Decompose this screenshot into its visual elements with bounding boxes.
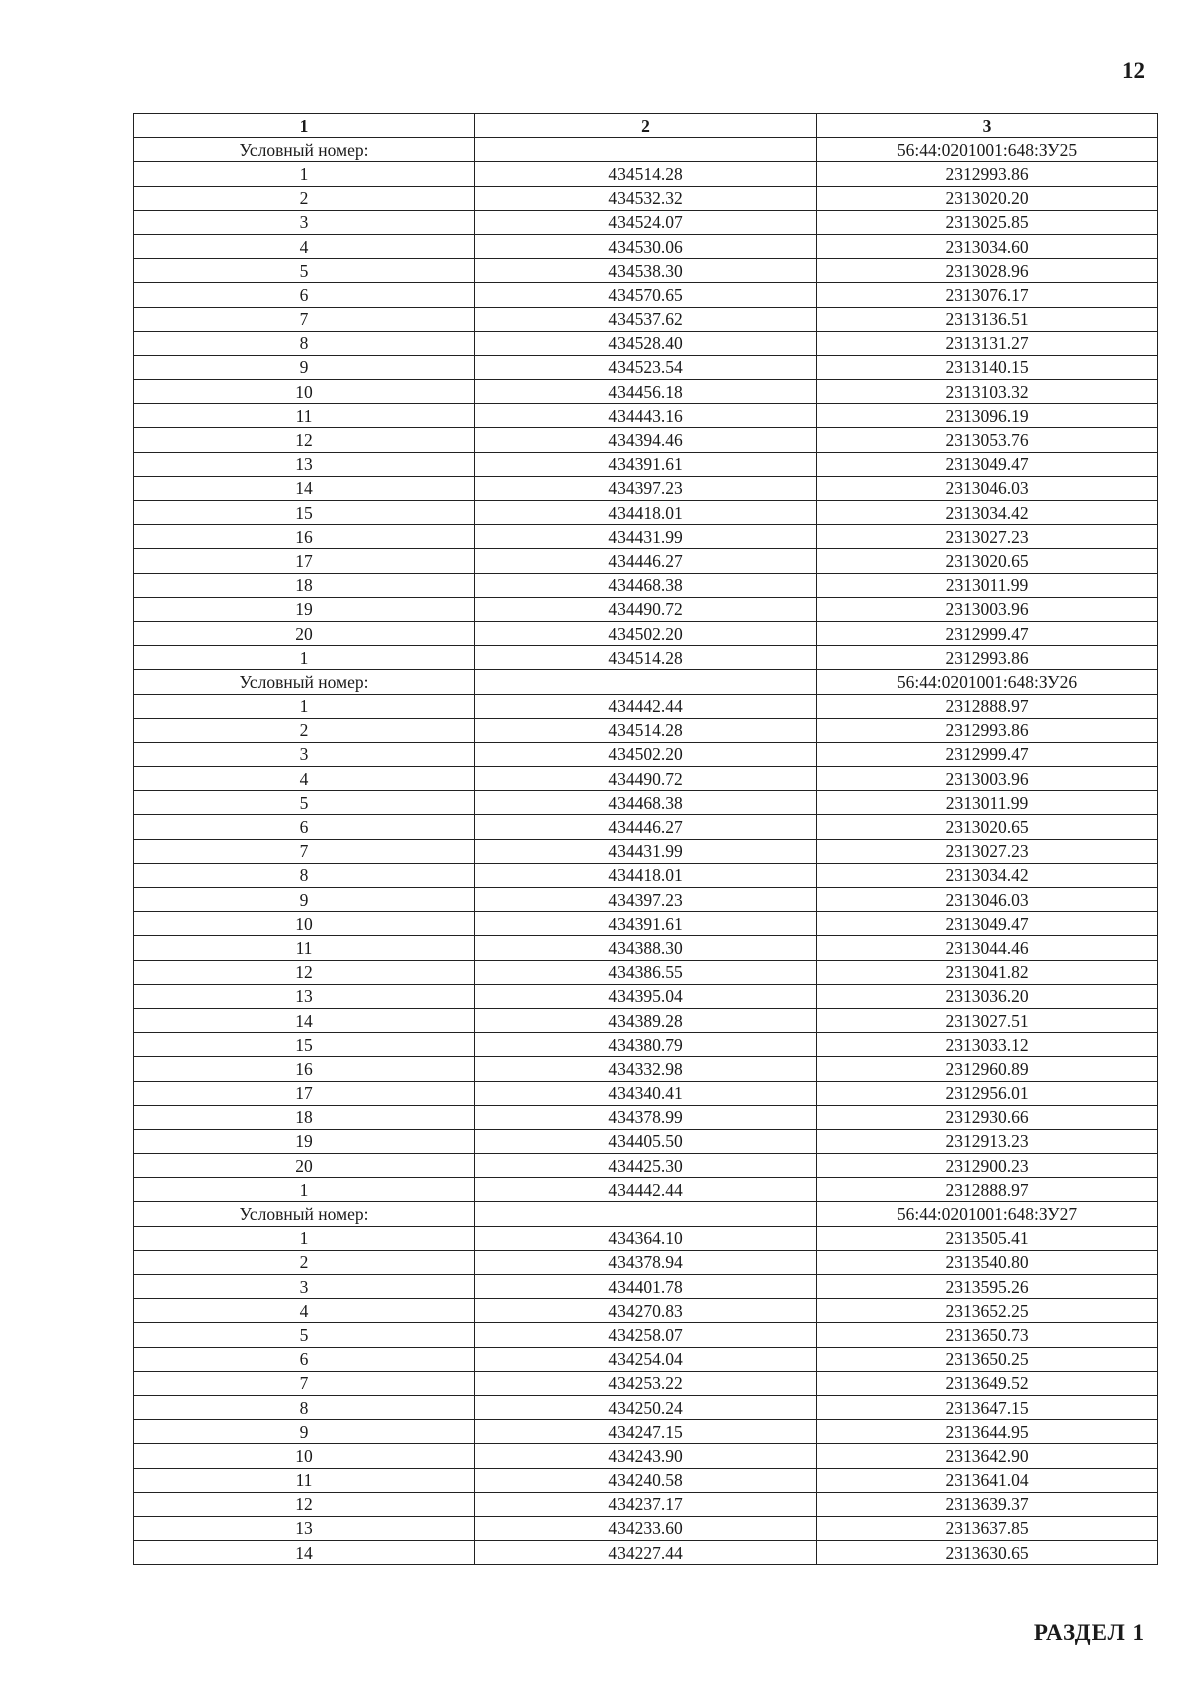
- table-row: [134, 1420, 1158, 1444]
- section-header-row: [134, 138, 1158, 162]
- table-row: [134, 1129, 1158, 1153]
- point-number-cell: 12: [134, 960, 475, 984]
- table-row: [134, 1371, 1158, 1395]
- point-number-cell: 5: [134, 791, 475, 815]
- column-header-1: 1: [134, 114, 475, 138]
- table-row: [134, 815, 1158, 839]
- table-row: [134, 355, 1158, 379]
- table-row: [134, 259, 1158, 283]
- y-coordinate-cell: 2313028.96: [817, 259, 1158, 283]
- x-coordinate-cell: 434537.62: [475, 307, 817, 331]
- table-row: [134, 888, 1158, 912]
- table-row: [134, 1250, 1158, 1274]
- table-row: [134, 1008, 1158, 1032]
- y-coordinate-cell: 2313033.12: [817, 1033, 1158, 1057]
- x-coordinate-cell: 434389.28: [475, 1008, 817, 1032]
- table-row: [134, 1347, 1158, 1371]
- x-coordinate-cell: 434253.22: [475, 1371, 817, 1395]
- point-number-cell: 16: [134, 525, 475, 549]
- y-coordinate-cell: 2312930.66: [817, 1105, 1158, 1129]
- point-number-cell: 10: [134, 912, 475, 936]
- point-number-cell: 3: [134, 210, 475, 234]
- table-row: [134, 936, 1158, 960]
- table-row: [134, 452, 1158, 476]
- table-row: [134, 1444, 1158, 1468]
- y-coordinate-cell: 2312993.86: [817, 162, 1158, 186]
- y-coordinate-cell: 2313034.42: [817, 501, 1158, 525]
- point-number-cell: 9: [134, 355, 475, 379]
- table-row: [134, 1468, 1158, 1492]
- point-number-cell: 19: [134, 597, 475, 621]
- point-number-cell: 14: [134, 1008, 475, 1032]
- x-coordinate-cell: 434394.46: [475, 428, 817, 452]
- page-number: 12: [1122, 58, 1145, 83]
- x-coordinate-cell: 434378.99: [475, 1105, 817, 1129]
- y-coordinate-cell: 2313642.90: [817, 1444, 1158, 1468]
- y-coordinate-cell: 2313505.41: [817, 1226, 1158, 1250]
- y-coordinate-cell: 2313630.65: [817, 1541, 1158, 1565]
- point-number-cell: 6: [134, 1347, 475, 1371]
- point-number-cell: 11: [134, 1468, 475, 1492]
- point-number-cell: 17: [134, 549, 475, 573]
- table-row: [134, 1226, 1158, 1250]
- x-coordinate-cell: 434397.23: [475, 888, 817, 912]
- x-coordinate-cell: 434514.28: [475, 162, 817, 186]
- point-number-cell: 13: [134, 1516, 475, 1540]
- y-coordinate-cell: 2313540.80: [817, 1250, 1158, 1274]
- y-coordinate-cell: 2313034.60: [817, 234, 1158, 258]
- x-coordinate-cell: 434227.44: [475, 1541, 817, 1565]
- point-number-cell: 4: [134, 767, 475, 791]
- x-coordinate-cell: 434247.15: [475, 1420, 817, 1444]
- x-coordinate-cell: 434233.60: [475, 1516, 817, 1540]
- y-coordinate-cell: 2312956.01: [817, 1081, 1158, 1105]
- x-coordinate-cell: 434570.65: [475, 283, 817, 307]
- table-row: [134, 380, 1158, 404]
- point-number-cell: 7: [134, 839, 475, 863]
- table-row: [134, 1541, 1158, 1565]
- x-coordinate-cell: 434395.04: [475, 984, 817, 1008]
- y-coordinate-cell: 2313595.26: [817, 1275, 1158, 1299]
- point-number-cell: 9: [134, 1420, 475, 1444]
- point-number-cell: 2: [134, 186, 475, 210]
- x-coordinate-cell: 434514.28: [475, 646, 817, 670]
- table-row: [134, 646, 1158, 670]
- table-row: [134, 767, 1158, 791]
- point-number-cell: 20: [134, 621, 475, 645]
- x-coordinate-cell: 434443.16: [475, 404, 817, 428]
- y-coordinate-cell: 2312999.47: [817, 621, 1158, 645]
- point-number-cell: 5: [134, 259, 475, 283]
- table-row: [134, 210, 1158, 234]
- point-number-cell: 8: [134, 863, 475, 887]
- x-coordinate-cell: 434425.30: [475, 1154, 817, 1178]
- x-coordinate-cell: 434240.58: [475, 1468, 817, 1492]
- x-coordinate-cell: 434456.18: [475, 380, 817, 404]
- y-coordinate-cell: 2313003.96: [817, 767, 1158, 791]
- y-coordinate-cell: 2313103.32: [817, 380, 1158, 404]
- point-number-cell: 9: [134, 888, 475, 912]
- y-coordinate-cell: 2313652.25: [817, 1299, 1158, 1323]
- y-coordinate-cell: 2313096.19: [817, 404, 1158, 428]
- point-number-cell: 11: [134, 404, 475, 428]
- y-coordinate-cell: 2313140.15: [817, 355, 1158, 379]
- empty-cell: [475, 1202, 817, 1226]
- table-row: [134, 1081, 1158, 1105]
- point-number-cell: 6: [134, 283, 475, 307]
- point-number-cell: 11: [134, 936, 475, 960]
- section-code-cell: 56:44:0201001:648:ЗУ26: [817, 670, 1158, 694]
- y-coordinate-cell: 2313647.15: [817, 1395, 1158, 1419]
- table-row: [134, 573, 1158, 597]
- table-row: [134, 1323, 1158, 1347]
- x-coordinate-cell: 434431.99: [475, 839, 817, 863]
- y-coordinate-cell: 2312960.89: [817, 1057, 1158, 1081]
- table-row: [134, 501, 1158, 525]
- y-coordinate-cell: 2312888.97: [817, 694, 1158, 718]
- x-coordinate-cell: 434386.55: [475, 960, 817, 984]
- x-coordinate-cell: 434514.28: [475, 718, 817, 742]
- table-row: [134, 162, 1158, 186]
- x-coordinate-cell: 434418.01: [475, 863, 817, 887]
- table-row: [134, 1033, 1158, 1057]
- x-coordinate-cell: 434258.07: [475, 1323, 817, 1347]
- x-coordinate-cell: 434237.17: [475, 1492, 817, 1516]
- x-coordinate-cell: 434405.50: [475, 1129, 817, 1153]
- x-coordinate-cell: 434332.98: [475, 1057, 817, 1081]
- y-coordinate-cell: 2313076.17: [817, 283, 1158, 307]
- table-row: [134, 186, 1158, 210]
- x-coordinate-cell: 434446.27: [475, 549, 817, 573]
- table-row: [134, 621, 1158, 645]
- point-number-cell: 1: [134, 1178, 475, 1202]
- y-coordinate-cell: 2313046.03: [817, 476, 1158, 500]
- x-coordinate-cell: 434254.04: [475, 1347, 817, 1371]
- y-coordinate-cell: 2313136.51: [817, 307, 1158, 331]
- section-header-row: [134, 670, 1158, 694]
- y-coordinate-cell: 2313011.99: [817, 573, 1158, 597]
- point-number-cell: 6: [134, 815, 475, 839]
- x-coordinate-cell: 434431.99: [475, 525, 817, 549]
- y-coordinate-cell: 2313131.27: [817, 331, 1158, 355]
- empty-cell: [475, 138, 817, 162]
- table-row: [134, 839, 1158, 863]
- table-row: [134, 912, 1158, 936]
- point-number-cell: 18: [134, 1105, 475, 1129]
- section-code-cell: 56:44:0201001:648:ЗУ27: [817, 1202, 1158, 1226]
- section-label: РАЗДЕЛ 1: [1033, 1620, 1145, 1645]
- point-number-cell: 3: [134, 1275, 475, 1299]
- table-row: [134, 694, 1158, 718]
- column-header-2: 2: [475, 114, 817, 138]
- x-coordinate-cell: 434468.38: [475, 573, 817, 597]
- table-row: [134, 1154, 1158, 1178]
- point-number-cell: 17: [134, 1081, 475, 1105]
- table-row: [134, 283, 1158, 307]
- table-row: [134, 1057, 1158, 1081]
- y-coordinate-cell: 2313046.03: [817, 888, 1158, 912]
- point-number-cell: 13: [134, 984, 475, 1008]
- empty-cell: [475, 670, 817, 694]
- y-coordinate-cell: 2312900.23: [817, 1154, 1158, 1178]
- point-number-cell: 8: [134, 331, 475, 355]
- point-number-cell: 13: [134, 452, 475, 476]
- y-coordinate-cell: 2313020.65: [817, 549, 1158, 573]
- point-number-cell: 12: [134, 1492, 475, 1516]
- y-coordinate-cell: 2312913.23: [817, 1129, 1158, 1153]
- table-body: [134, 138, 1158, 1565]
- y-coordinate-cell: 2312888.97: [817, 1178, 1158, 1202]
- y-coordinate-cell: 2313641.04: [817, 1468, 1158, 1492]
- x-coordinate-cell: 434243.90: [475, 1444, 817, 1468]
- point-number-cell: 20: [134, 1154, 475, 1178]
- table-row: [134, 1178, 1158, 1202]
- y-coordinate-cell: 2313650.25: [817, 1347, 1158, 1371]
- point-number-cell: 4: [134, 234, 475, 258]
- y-coordinate-cell: 2313053.76: [817, 428, 1158, 452]
- point-number-cell: 15: [134, 1033, 475, 1057]
- point-number-cell: 1: [134, 646, 475, 670]
- x-coordinate-cell: 434538.30: [475, 259, 817, 283]
- point-number-cell: 1: [134, 1226, 475, 1250]
- x-coordinate-cell: 434490.72: [475, 597, 817, 621]
- y-coordinate-cell: 2312993.86: [817, 646, 1158, 670]
- table-row: [134, 742, 1158, 766]
- x-coordinate-cell: 434391.61: [475, 452, 817, 476]
- point-number-cell: 18: [134, 573, 475, 597]
- x-coordinate-cell: 434530.06: [475, 234, 817, 258]
- point-number-cell: 4: [134, 1299, 475, 1323]
- point-number-cell: 8: [134, 1395, 475, 1419]
- y-coordinate-cell: 2313027.23: [817, 525, 1158, 549]
- y-coordinate-cell: 2313034.42: [817, 863, 1158, 887]
- point-number-cell: 19: [134, 1129, 475, 1153]
- y-coordinate-cell: 2313025.85: [817, 210, 1158, 234]
- table-header: [134, 114, 1158, 138]
- y-coordinate-cell: 2313049.47: [817, 912, 1158, 936]
- table-row: [134, 549, 1158, 573]
- section-header-row: [134, 1202, 1158, 1226]
- x-coordinate-cell: 434364.10: [475, 1226, 817, 1250]
- x-coordinate-cell: 434442.44: [475, 694, 817, 718]
- x-coordinate-cell: 434523.54: [475, 355, 817, 379]
- table-row: [134, 234, 1158, 258]
- y-coordinate-cell: 2313649.52: [817, 1371, 1158, 1395]
- x-coordinate-cell: 434442.44: [475, 1178, 817, 1202]
- x-coordinate-cell: 434378.94: [475, 1250, 817, 1274]
- point-number-cell: 2: [134, 718, 475, 742]
- point-number-cell: 2: [134, 1250, 475, 1274]
- y-coordinate-cell: 2313027.51: [817, 1008, 1158, 1032]
- point-number-cell: 14: [134, 1541, 475, 1565]
- point-number-cell: 16: [134, 1057, 475, 1081]
- y-coordinate-cell: 2313639.37: [817, 1492, 1158, 1516]
- table-row: [134, 525, 1158, 549]
- table-row: [134, 718, 1158, 742]
- table-row: [134, 597, 1158, 621]
- y-coordinate-cell: 2313644.95: [817, 1420, 1158, 1444]
- y-coordinate-cell: 2313650.73: [817, 1323, 1158, 1347]
- x-coordinate-cell: 434401.78: [475, 1275, 817, 1299]
- x-coordinate-cell: 434340.41: [475, 1081, 817, 1105]
- table-row: [134, 428, 1158, 452]
- header-row: [134, 114, 1158, 138]
- point-number-cell: 15: [134, 501, 475, 525]
- x-coordinate-cell: 434397.23: [475, 476, 817, 500]
- y-coordinate-cell: 2312993.86: [817, 718, 1158, 742]
- table-row: [134, 476, 1158, 500]
- column-header-3: 3: [817, 114, 1158, 138]
- y-coordinate-cell: 2313027.23: [817, 839, 1158, 863]
- table-row: [134, 1492, 1158, 1516]
- y-coordinate-cell: 2313003.96: [817, 597, 1158, 621]
- section-label-cell: Условный номер:: [134, 138, 475, 162]
- table-row: [134, 960, 1158, 984]
- y-coordinate-cell: 2313020.65: [817, 815, 1158, 839]
- table-row: [134, 791, 1158, 815]
- section-label-cell: Условный номер:: [134, 670, 475, 694]
- table-row: [134, 307, 1158, 331]
- x-coordinate-cell: 434524.07: [475, 210, 817, 234]
- y-coordinate-cell: 2313020.20: [817, 186, 1158, 210]
- point-number-cell: 1: [134, 162, 475, 186]
- x-coordinate-cell: 434532.32: [475, 186, 817, 210]
- y-coordinate-cell: 2313036.20: [817, 984, 1158, 1008]
- point-number-cell: 12: [134, 428, 475, 452]
- point-number-cell: 7: [134, 1371, 475, 1395]
- y-coordinate-cell: 2313044.46: [817, 936, 1158, 960]
- x-coordinate-cell: 434380.79: [475, 1033, 817, 1057]
- point-number-cell: 5: [134, 1323, 475, 1347]
- y-coordinate-cell: 2313049.47: [817, 452, 1158, 476]
- y-coordinate-cell: 2313637.85: [817, 1516, 1158, 1540]
- x-coordinate-cell: 434446.27: [475, 815, 817, 839]
- x-coordinate-cell: 434250.24: [475, 1395, 817, 1419]
- point-number-cell: 1: [134, 694, 475, 718]
- x-coordinate-cell: 434391.61: [475, 912, 817, 936]
- table-row: [134, 404, 1158, 428]
- table-row: [134, 1516, 1158, 1540]
- y-coordinate-cell: 2312999.47: [817, 742, 1158, 766]
- table-row: [134, 1299, 1158, 1323]
- point-number-cell: 3: [134, 742, 475, 766]
- x-coordinate-cell: 434388.30: [475, 936, 817, 960]
- table-row: [134, 1395, 1158, 1419]
- point-number-cell: 7: [134, 307, 475, 331]
- x-coordinate-cell: 434468.38: [475, 791, 817, 815]
- point-number-cell: 14: [134, 476, 475, 500]
- point-number-cell: 10: [134, 380, 475, 404]
- y-coordinate-cell: 2313041.82: [817, 960, 1158, 984]
- x-coordinate-cell: 434490.72: [475, 767, 817, 791]
- x-coordinate-cell: 434270.83: [475, 1299, 817, 1323]
- coordinates-table: [133, 113, 1158, 1565]
- table-row: [134, 863, 1158, 887]
- table-row: [134, 1105, 1158, 1129]
- x-coordinate-cell: 434502.20: [475, 621, 817, 645]
- table-row: [134, 331, 1158, 355]
- point-number-cell: 10: [134, 1444, 475, 1468]
- x-coordinate-cell: 434502.20: [475, 742, 817, 766]
- x-coordinate-cell: 434528.40: [475, 331, 817, 355]
- section-code-cell: 56:44:0201001:648:ЗУ25: [817, 138, 1158, 162]
- section-label-cell: Условный номер:: [134, 1202, 475, 1226]
- table-row: [134, 984, 1158, 1008]
- y-coordinate-cell: 2313011.99: [817, 791, 1158, 815]
- table-row: [134, 1275, 1158, 1299]
- x-coordinate-cell: 434418.01: [475, 501, 817, 525]
